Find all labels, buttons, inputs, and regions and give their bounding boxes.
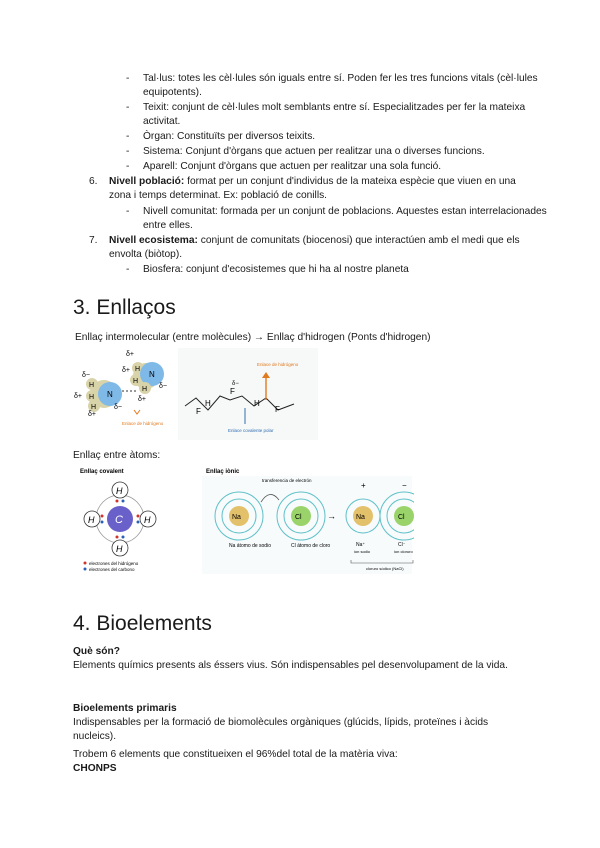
acronym: CHONPS — [73, 763, 117, 774]
legend-text: electrones del hidrógeno — [89, 561, 139, 566]
covalent-title: Enllaç covalent — [80, 469, 124, 475]
item-lead: Nivell ecosistema: — [109, 235, 198, 246]
atom-label: H — [142, 386, 148, 393]
atom-label: F — [196, 407, 201, 416]
list-item-text: Teixit: conjunt de cèl·lules molt semblants entre sí. Especialitzades per fer la mateixa activitat. — [143, 102, 526, 127]
numbered-item-population: 6. Nivell població: format per un conjunt d'individus de la mateixa espècie que viuen en una zona i temps determinat. Ex: població de conills. — [89, 176, 516, 201]
atom-label: H — [205, 399, 211, 408]
charge-label: δ+ — [126, 351, 134, 358]
hydrogen-bond-figure — [70, 346, 320, 442]
arrow-label: → — [327, 511, 336, 521]
list-item-text: Òrgan: Constituïts per diversos teixits. — [143, 131, 316, 142]
atom-label: Cl — [295, 514, 302, 521]
atom-label: Cl — [398, 514, 405, 521]
charge-label: δ− — [159, 383, 167, 390]
list-item: - Sistema: Conjunt d'òrgans que actuen per realitzar una o diverses funcions. — [126, 145, 566, 159]
ionic-title: Enllaç iònic — [206, 469, 240, 475]
atom-label: H — [135, 366, 141, 373]
ion-caption: Na átomo de sodio — [229, 543, 271, 549]
atom-label: Na — [232, 514, 241, 521]
list-item: - Aparell: Conjunt d'òrgans que actuen per realitzar una sola funció. — [126, 160, 566, 174]
ion-caption: Cl⁻ — [398, 542, 406, 548]
section-title-bioelements: 4. Bioelements — [73, 612, 212, 635]
list-item-text: Sistema: Conjunt d'òrgans que actuen per realitzar una o diverses funcions. — [143, 146, 485, 157]
atom-label: H — [133, 378, 139, 385]
list-item: - Òrgan: Constituïts per diversos teixits. — [126, 130, 566, 144]
charge-label: δ− — [232, 381, 239, 387]
brace-label: cloruro sódico (NaCl) — [366, 566, 404, 571]
list-item-text: Biosfera: conjunt d'ecosistemes que hi ha al nostre planeta — [143, 264, 409, 275]
atom-label: H — [89, 394, 95, 401]
list-item: - Biosfera: conjunt d'ecosistemes que hi ha al nostre planeta — [126, 263, 566, 277]
ion-caption: ion sodio — [354, 549, 371, 554]
atom-label: H — [144, 515, 151, 525]
what-heading: Què són? — [73, 646, 120, 657]
primary-text-2: Trobem 6 elements que constitueixen el 96%del total de la matèria viva: — [73, 749, 398, 760]
atom-label: F — [230, 387, 235, 396]
atom-label: F — [275, 405, 280, 414]
ion-caption: Cl átomo de cloro — [291, 543, 331, 549]
atom-label: H — [88, 515, 95, 525]
section-title-bonds: 3. Enllaços — [73, 296, 176, 319]
legend-text: electrones del carbono — [89, 567, 135, 572]
item-text: conjunt de comunitats (biocenosi) que interactúen amb el medi que els envolta (biòtop). — [109, 235, 520, 260]
list-item: - Teixit: conjunt de cèl·lules molt semblants entre sí. Especialitzades per fer la mateixa activitat. — [126, 101, 566, 128]
list-item-text: Nivell comunitat: formada per un conjunt de poblacions. Aquestes estan interrelacionades entre elles. — [143, 206, 547, 231]
bond-types-figure — [76, 462, 414, 574]
atom-label: H — [91, 404, 97, 411]
figure-caption: Enlace covalente polar — [228, 428, 274, 433]
primary-heading: Bioelements primaris — [73, 703, 177, 714]
figure-caption: Enlace de hidrógeno — [122, 421, 164, 426]
atom-label: N — [107, 390, 113, 399]
atom-label: H — [116, 544, 123, 554]
ion-caption: Na⁺ — [356, 542, 366, 548]
atom-label: H — [89, 382, 95, 389]
charge-label: δ− — [82, 372, 90, 379]
atom-label: H — [254, 399, 260, 408]
list-item-text: Tal·lus: totes les cèl·lules són iguals entre sí. Poden fer les tres funcions vitals (cèl·lules equipotents). — [143, 73, 538, 98]
atom-label: N — [149, 370, 155, 379]
atom-label: H — [116, 486, 123, 496]
charge-label: + — [361, 481, 366, 490]
intermolecular-text: Enllaç intermolecular (entre molècules) → Enllaç d'hidrogen (Ponts d'hidrogen) — [75, 332, 431, 343]
charge-label: δ+ — [74, 393, 82, 400]
charge-label: δ+ — [122, 367, 130, 374]
list-item-text: Aparell: Conjunt d'òrgans que actuen per realitzar una sola funció. — [143, 161, 442, 172]
list-item: - Nivell comunitat: formada per un conjunt de poblacions. Aquestes estan interrelacionades entre elles. — [126, 205, 566, 232]
charge-label: − — [402, 481, 407, 490]
atom-label: Na — [356, 514, 365, 521]
atom-label: C — [115, 514, 123, 526]
ion-caption: ion cloruro — [394, 549, 413, 554]
charge-label: δ+ — [138, 396, 146, 403]
between-atoms-label: Enllaç entre àtoms: — [73, 450, 161, 461]
item-text: format per un conjunt d'individus de la mateixa espècie que viuen en una zona i temps determinat. Ex: població de conills. — [109, 176, 516, 201]
transfer-note: transferencia de electrón — [262, 478, 312, 483]
figure-caption: Enlace de hidrógeno — [257, 362, 299, 367]
item-lead: Nivell població: — [109, 176, 185, 187]
what-text: Elements químics presents als éssers vius. Són indispensables pel desenvolupament de la vida. — [73, 660, 508, 671]
charge-label: δ− — [114, 404, 122, 411]
list-item: - Tal·lus: totes les cèl·lules són iguals entre sí. Poden fer les tres funcions vitals (cèl·lules equipotents). — [126, 72, 566, 99]
numbered-item-ecosystem: 7. Nivell ecosistema: conjunt de comunitats (biocenosi) que interactúen amb el medi que els envolta (biòtop). — [89, 235, 520, 260]
primary-text: Indispensables per la formació de biomolècules orgàniques (glúcids, lípids, proteïnes i àcids nucleics). — [73, 717, 489, 742]
charge-label: δ+ — [88, 411, 96, 418]
